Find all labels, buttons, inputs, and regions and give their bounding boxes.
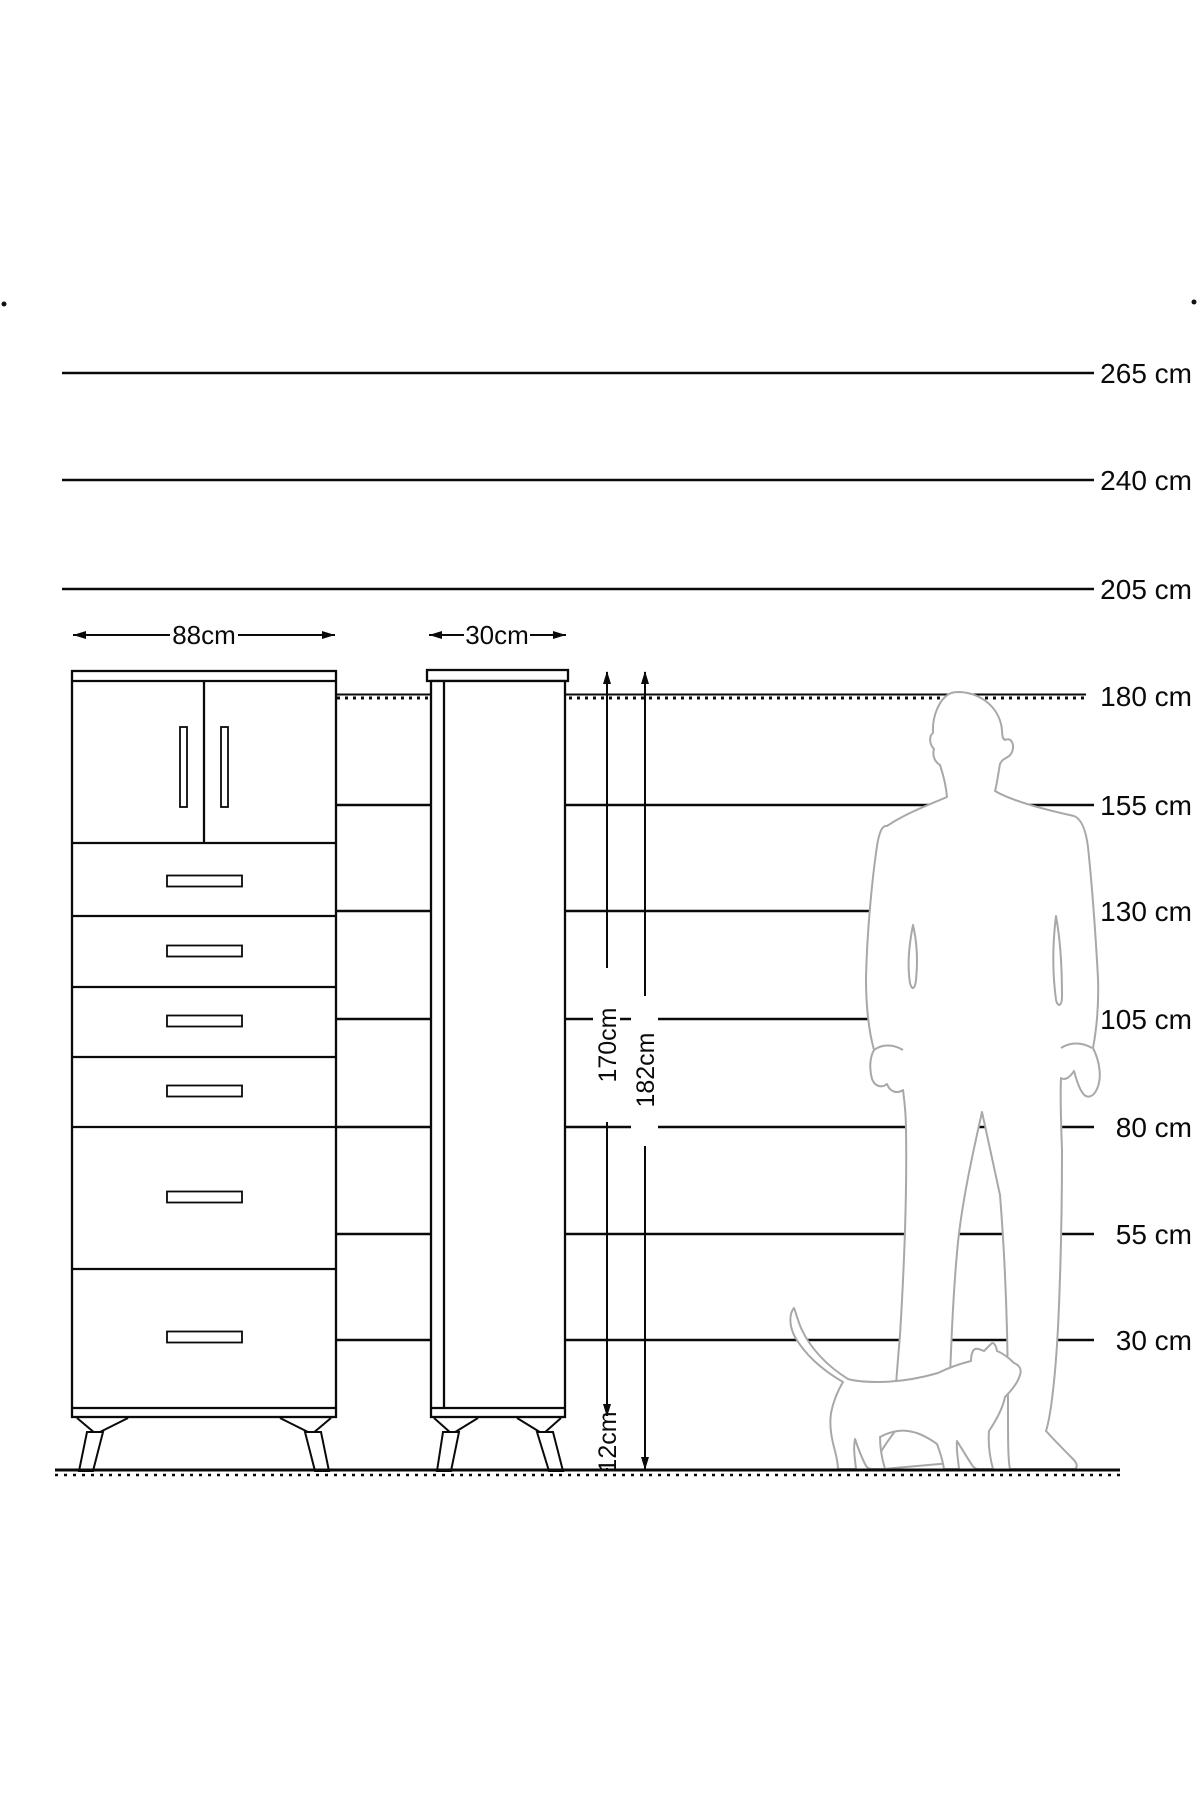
cabinet-front-legs — [77, 1418, 331, 1471]
body-height-label: 170cm — [594, 1007, 622, 1083]
cabinet-side-view — [427, 670, 568, 1471]
cabinet-front-view — [72, 671, 336, 1471]
drawer-handle-5 — [167, 1192, 242, 1203]
ruler-label-80: 80 cm — [1115, 1112, 1192, 1143]
ruler-label-130: 130 cm — [1100, 896, 1192, 927]
artifact-dot-right — [1192, 300, 1197, 305]
door-handle-1 — [180, 727, 187, 807]
height-ruler-labels — [1100, 358, 1192, 1356]
front-width-dimension — [73, 620, 335, 650]
ground-line — [55, 1470, 1120, 1475]
leg-height-label: 12cm — [594, 1411, 622, 1473]
door-handle-2 — [221, 727, 228, 807]
cabinet-side-legs — [434, 1418, 563, 1471]
side-depth-label: 30cm — [465, 620, 529, 650]
cabinet-side-outline — [431, 681, 565, 1417]
drawer-handle-3 — [167, 1016, 242, 1027]
drawer-handle-2 — [167, 946, 242, 957]
ruler-label-105: 105 cm — [1100, 1004, 1192, 1035]
drawer-handle-1 — [167, 876, 242, 887]
ruler-label-55: 55 cm — [1115, 1219, 1192, 1250]
side-depth-dimension — [429, 620, 566, 650]
total-height-dimension — [631, 671, 660, 1470]
ruler-label-265: 265 cm — [1100, 358, 1192, 389]
ruler-label-205: 205 cm — [1100, 574, 1192, 605]
artifact-dot-left — [2, 302, 7, 307]
ruler-label-240: 240 cm — [1100, 465, 1192, 496]
ruler-label-155: 155 cm — [1100, 790, 1192, 821]
ruler-label-30: 30 cm — [1115, 1325, 1192, 1356]
ruler-label-180: 180 cm — [1100, 681, 1192, 712]
front-width-label: 88cm — [172, 620, 236, 650]
body-height-dimension — [593, 671, 622, 1417]
drawer-handle-4 — [167, 1086, 242, 1097]
drawer-handle-6 — [167, 1332, 242, 1343]
cabinet-side-top-cap — [427, 670, 568, 681]
total-height-label: 182cm — [632, 1032, 660, 1108]
leg-height-dimension — [594, 1411, 622, 1472]
